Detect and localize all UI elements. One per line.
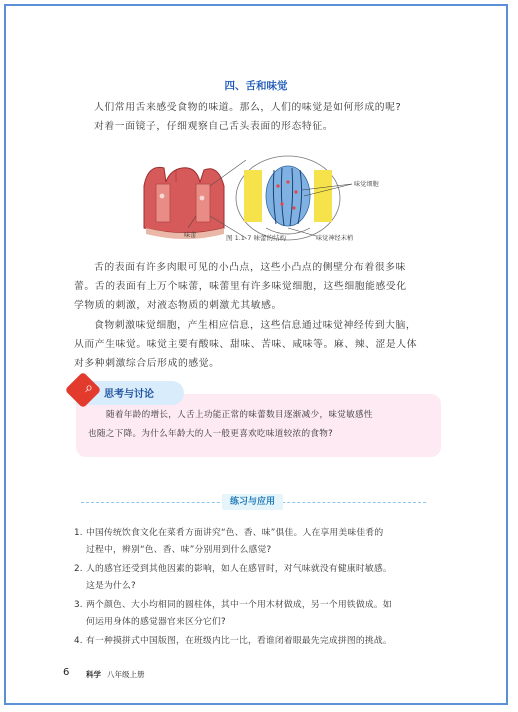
question-4: 4. 有一种摸拼式中国版图，在班级内比一比，看谁闭着眼最先完成拼图的挑战。 [74, 636, 392, 646]
page-frame [4, 4, 508, 705]
body-line-2: 蕾。舌的表面有上万个味蕾，味蕾里有许多味觉细胞，这些细胞能感受化 [74, 281, 407, 292]
body-line-4: 食物刺激味觉细胞，产生相应信息，这些信息通过味觉神经传到大脑， [94, 320, 417, 331]
think-discuss-label: 思考与讨论 [104, 389, 154, 400]
think-line-2: 也随之下降。为什么年龄大的人一般更喜欢吃味道较浓的食物? [88, 429, 333, 439]
figure-caption: 图 1.1-7 味蕾的结构 [226, 234, 286, 242]
tongue-section-illustration [144, 167, 224, 239]
intro-line-1: 人们常用舌来感受食物的味道。那么，人们的味觉是如何形成的呢? [94, 102, 402, 113]
label-taste-bud: 味蕾 [184, 232, 197, 239]
textbook-page [6, 6, 506, 703]
think-discuss-body [88, 406, 431, 444]
body-line-1: 舌的表面有许多肉眼可见的小凸点，这些小凸点的侧壁分布着很多味 [94, 262, 406, 273]
grade-name: 八年级上册 [107, 670, 145, 679]
intro-line-2: 对着一面镜子，仔细观察自己舌头表面的形态特征。 [94, 121, 334, 132]
question-3: 3. 两个颜色、大小均相同的圆柱体，其中一个用木材做成，另一个用铁做成。如 何运用身体的感觉器官来区分它们? [74, 600, 392, 627]
body-line-6: 对多种刺激综合后形成的感觉。 [74, 358, 220, 369]
question-2: 2. 人的感官还受到其他因素的影响，如人在感冒时，对气味就没有健康时敏感。 这是为什么? [74, 564, 392, 591]
subject-name: 科学 [86, 670, 101, 679]
think-discuss-header [76, 381, 184, 405]
magnifier-icon: ⌕ [85, 380, 93, 396]
label-taste-cell: 味觉细胞 [354, 181, 379, 188]
think-line-1: 随着年龄的增长，人舌上功能正常的味蕾数目逐渐减少，味觉敏感性 [106, 410, 373, 420]
book-info [86, 669, 145, 680]
section-title: 四、舌和味觉 [224, 80, 288, 92]
body-line-3: 学物质的刺激，对液态物质的刺激尤其敏感。 [74, 300, 282, 311]
question-1: 1. 中国传统饮食文化在菜肴方面讲究“色、香、味”俱佳。人在享用美味佳肴的 过程中，辨别“色、香、味”分别用到什么感觉? [74, 528, 384, 555]
practice-label: 练习与应用 [222, 494, 283, 510]
page-number: 6 [63, 667, 70, 678]
taste-bud-figure [126, 146, 426, 246]
taste-bud-magnified [236, 156, 340, 240]
body-line-5: 从而产生味觉。味觉主要有酸味、甜味、苦味、咸味等。麻、辣、涩是人体 [74, 339, 418, 350]
label-nerve-ending: 味觉神经末梢 [316, 235, 354, 242]
